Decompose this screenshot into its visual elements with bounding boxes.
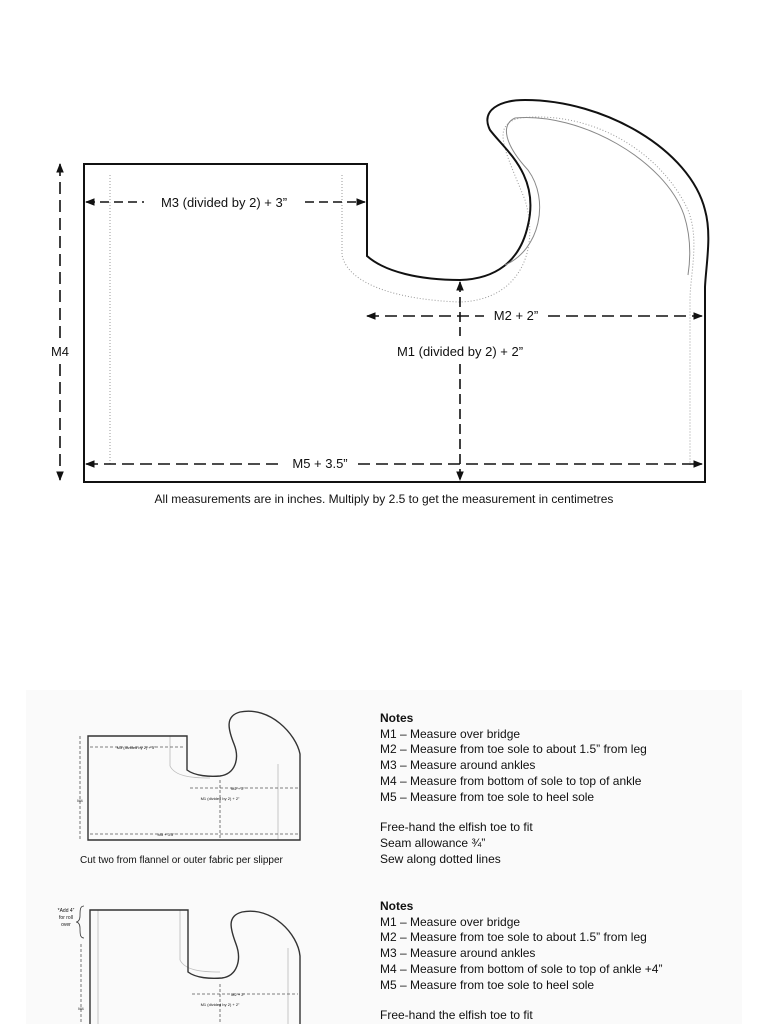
note-m5: M5 – Measure from toe sole to heel sole	[380, 977, 595, 992]
notes-title: Notes	[380, 899, 414, 913]
note-m2: M2 – Measure from toe sole to about 1.5” from leg	[380, 742, 647, 757]
note-m5: M5 – Measure from toe sole to heel sole	[380, 789, 595, 804]
thumb2-outline	[90, 910, 300, 1024]
note-m4: M4 – Measure from bottom of sole to top of ankle +4”	[380, 961, 663, 976]
thumb2-add-note-2: for roll	[59, 915, 73, 921]
dim-label-m2: M2 + 2”	[493, 308, 539, 323]
note-freehand: Free-hand the elfish toe to fit	[380, 1008, 533, 1023]
thumbnail-pattern-2	[50, 898, 320, 1024]
toe-inner-curve	[505, 117, 690, 275]
thumb2-label-m4: M4	[78, 1006, 84, 1011]
measurement-caption: All measurements are in inches. Multiply by 2.5 to get the measurement in centimetres	[154, 492, 614, 506]
note-m3: M3 – Measure around ankles	[380, 946, 536, 961]
dim-label-m5: M5 + 3.5”	[292, 456, 348, 471]
notes-block-1	[380, 711, 647, 867]
thumb1-label-m5: M5 + 3.5”	[157, 832, 175, 837]
notes-title: Notes	[380, 711, 414, 725]
note-m1: M1 – Measure over bridge	[380, 726, 521, 741]
thumb1-label-m4: M4	[77, 798, 83, 803]
thumb2-add-note-1: *Add 4”	[57, 908, 75, 914]
pattern-outline	[84, 100, 708, 482]
thumb2-label-m2: M2 + 2”	[231, 992, 245, 997]
note-m3: M3 – Measure around ankles	[380, 758, 536, 773]
note-m4: M4 – Measure from bottom of sole to top of ankle	[380, 773, 642, 788]
dim-label-m4: M4	[50, 344, 70, 359]
note-freehand: Free-hand the elfish toe to fit	[380, 820, 533, 835]
note-seam-allowance: Seam allowance ¾”	[380, 835, 486, 850]
note-m2: M2 – Measure from toe sole to about 1.5” from leg	[380, 930, 647, 945]
thumb1-outline	[88, 711, 300, 840]
thumb1-label-m1: M1 (divided by 2) + 2”	[200, 796, 240, 801]
dim-label-m3: M3 (divided by 2) + 3”	[160, 195, 288, 210]
note-m1: M1 – Measure over bridge	[380, 914, 521, 929]
note-sew-lines: Sew along dotted lines	[380, 851, 501, 866]
seam-dotted-line	[110, 117, 694, 465]
thumb2-label-m1: M1 (divided by 2) + 2”	[200, 1002, 240, 1007]
thumbnail-pattern-1	[60, 704, 320, 854]
notes-block-2	[380, 899, 662, 1024]
thumb1-label-m3: M3 (divided by 2) + 3”	[116, 745, 156, 750]
dim-label-m1: M1 (divided by 2) + 2”	[396, 344, 524, 359]
thumb1-caption: Cut two from flannel or outer fabric per slipper	[80, 855, 283, 866]
thumb2-brace	[76, 906, 84, 938]
thumb2-add-note-3: over	[61, 922, 71, 928]
main-pattern-diagram	[0, 0, 768, 490]
thumb1-label-m2: M2 + 2”	[231, 786, 245, 791]
